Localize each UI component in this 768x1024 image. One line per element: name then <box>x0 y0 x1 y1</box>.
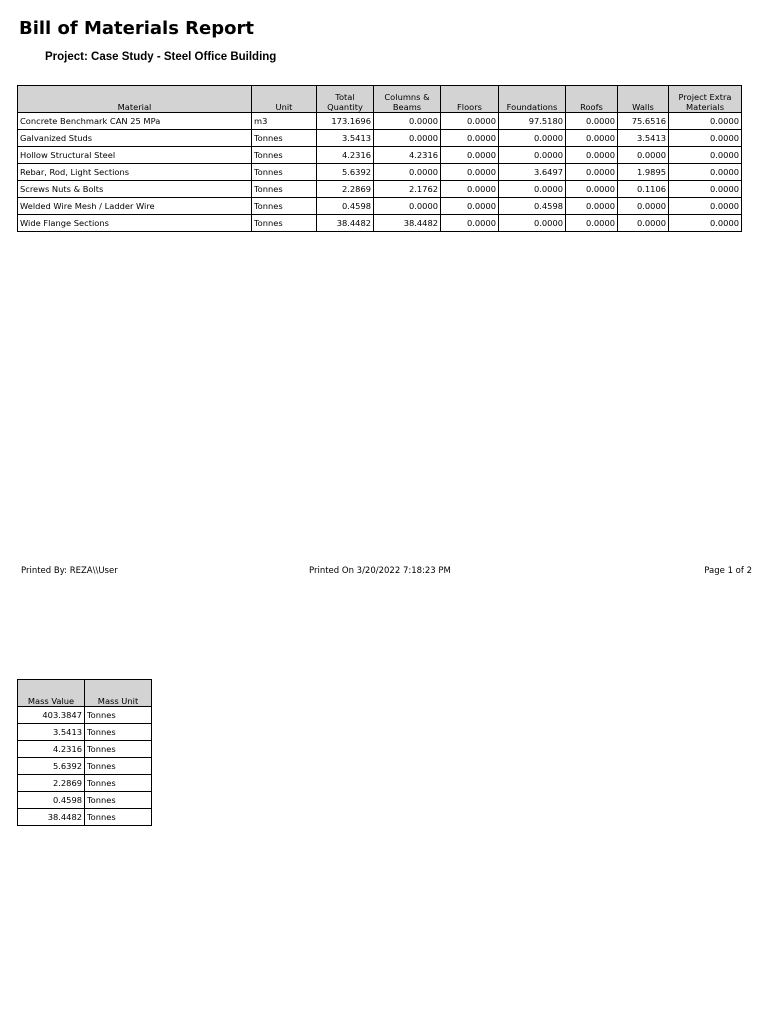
cell-mass-value: 403.3847 <box>18 707 85 724</box>
cell-material: Rebar, Rod, Light Sections <box>18 164 252 181</box>
bom-table <box>17 85 742 232</box>
cell-project-extra: 0.0000 <box>669 113 742 130</box>
mass-header-row <box>18 680 152 707</box>
cell-total-quantity: 38.4482 <box>317 215 374 232</box>
cell-total-quantity: 0.4598 <box>317 198 374 215</box>
cell-roofs: 0.0000 <box>566 147 618 164</box>
cell-walls: 75.6516 <box>618 113 669 130</box>
cell-mass-value: 38.4482 <box>18 809 85 826</box>
table-row <box>18 724 152 741</box>
cell-roofs: 0.0000 <box>566 130 618 147</box>
cell-foundations: 0.0000 <box>499 147 566 164</box>
table-row <box>18 775 152 792</box>
cell-columns-beams: 2.1762 <box>374 181 441 198</box>
header-total-quantity: Total Quantity <box>317 86 374 113</box>
cell-total-quantity: 2.2869 <box>317 181 374 198</box>
cell-foundations: 97.5180 <box>499 113 566 130</box>
cell-unit: m3 <box>252 113 317 130</box>
cell-mass-value: 2.2869 <box>18 775 85 792</box>
cell-material: Galvanized Studs <box>18 130 252 147</box>
cell-mass-unit: Tonnes <box>85 724 152 741</box>
cell-floors: 0.0000 <box>441 181 499 198</box>
cell-roofs: 0.0000 <box>566 113 618 130</box>
cell-floors: 0.0000 <box>441 164 499 181</box>
cell-total-quantity: 173.1696 <box>317 113 374 130</box>
cell-walls: 0.0000 <box>618 147 669 164</box>
cell-material: Welded Wire Mesh / Ladder Wire <box>18 198 252 215</box>
table-row <box>18 181 742 198</box>
bom-header-row <box>18 86 742 113</box>
cell-project-extra: 0.0000 <box>669 164 742 181</box>
cell-floors: 0.0000 <box>441 113 499 130</box>
cell-unit: Tonnes <box>252 181 317 198</box>
cell-walls: 3.5413 <box>618 130 669 147</box>
cell-mass-unit: Tonnes <box>85 792 152 809</box>
cell-mass-unit: Tonnes <box>85 775 152 792</box>
cell-project-extra: 0.0000 <box>669 215 742 232</box>
table-row <box>18 147 742 164</box>
page-number: Page 1 of 2 <box>704 566 752 576</box>
table-row <box>18 792 152 809</box>
header-foundations: Foundations <box>499 86 566 113</box>
cell-foundations: 0.0000 <box>499 130 566 147</box>
table-row <box>18 164 742 181</box>
cell-floors: 0.0000 <box>441 147 499 164</box>
header-walls: Walls <box>618 86 669 113</box>
cell-material: Wide Flange Sections <box>18 215 252 232</box>
cell-columns-beams: 0.0000 <box>374 113 441 130</box>
cell-walls: 0.0000 <box>618 215 669 232</box>
header-mass-value: Mass Value <box>18 680 85 707</box>
header-floors: Floors <box>441 86 499 113</box>
cell-material: Hollow Structural Steel <box>18 147 252 164</box>
table-row <box>18 741 152 758</box>
table-row <box>18 758 152 775</box>
cell-walls: 0.0000 <box>618 198 669 215</box>
header-material: Material <box>18 86 252 113</box>
cell-unit: Tonnes <box>252 147 317 164</box>
table-row <box>18 707 152 724</box>
cell-project-extra: 0.0000 <box>669 147 742 164</box>
cell-project-extra: 0.0000 <box>669 198 742 215</box>
cell-columns-beams: 0.0000 <box>374 130 441 147</box>
cell-roofs: 0.0000 <box>566 181 618 198</box>
cell-unit: Tonnes <box>252 164 317 181</box>
cell-mass-value: 5.6392 <box>18 758 85 775</box>
printed-on: Printed On 3/20/2022 7:18:23 PM <box>309 566 451 576</box>
cell-mass-unit: Tonnes <box>85 707 152 724</box>
mass-table <box>17 679 152 826</box>
cell-mass-value: 4.2316 <box>18 741 85 758</box>
printed-by: Printed By: REZA\\User <box>21 566 118 576</box>
cell-foundations: 0.4598 <box>499 198 566 215</box>
table-row <box>18 198 742 215</box>
cell-columns-beams: 0.0000 <box>374 198 441 215</box>
cell-mass-value: 0.4598 <box>18 792 85 809</box>
cell-walls: 1.9895 <box>618 164 669 181</box>
cell-material: Screws Nuts & Bolts <box>18 181 252 198</box>
header-columns-beams: Columns & Beams <box>374 86 441 113</box>
table-row <box>18 113 742 130</box>
cell-unit: Tonnes <box>252 130 317 147</box>
cell-material: Concrete Benchmark CAN 25 MPa <box>18 113 252 130</box>
cell-mass-value: 3.5413 <box>18 724 85 741</box>
cell-roofs: 0.0000 <box>566 198 618 215</box>
cell-project-extra: 0.0000 <box>669 181 742 198</box>
header-unit: Unit <box>252 86 317 113</box>
cell-mass-unit: Tonnes <box>85 758 152 775</box>
cell-columns-beams: 38.4482 <box>374 215 441 232</box>
cell-mass-unit: Tonnes <box>85 741 152 758</box>
cell-floors: 0.0000 <box>441 198 499 215</box>
table-row <box>18 130 742 147</box>
cell-unit: Tonnes <box>252 198 317 215</box>
header-roofs: Roofs <box>566 86 618 113</box>
cell-columns-beams: 4.2316 <box>374 147 441 164</box>
cell-roofs: 0.0000 <box>566 164 618 181</box>
cell-columns-beams: 0.0000 <box>374 164 441 181</box>
cell-roofs: 0.0000 <box>566 215 618 232</box>
table-row <box>18 809 152 826</box>
cell-unit: Tonnes <box>252 215 317 232</box>
cell-total-quantity: 4.2316 <box>317 147 374 164</box>
cell-foundations: 0.0000 <box>499 181 566 198</box>
table-row <box>18 215 742 232</box>
cell-floors: 0.0000 <box>441 130 499 147</box>
header-project-extra: Project Extra Materials <box>669 86 742 113</box>
cell-foundations: 0.0000 <box>499 215 566 232</box>
cell-total-quantity: 3.5413 <box>317 130 374 147</box>
cell-walls: 0.1106 <box>618 181 669 198</box>
report-title: Bill of Materials Report <box>19 18 254 39</box>
cell-foundations: 3.6497 <box>499 164 566 181</box>
cell-total-quantity: 5.6392 <box>317 164 374 181</box>
cell-project-extra: 0.0000 <box>669 130 742 147</box>
project-name: Project: Case Study - Steel Office Building <box>45 51 277 63</box>
cell-mass-unit: Tonnes <box>85 809 152 826</box>
header-mass-unit: Mass Unit <box>85 680 152 707</box>
cell-floors: 0.0000 <box>441 215 499 232</box>
